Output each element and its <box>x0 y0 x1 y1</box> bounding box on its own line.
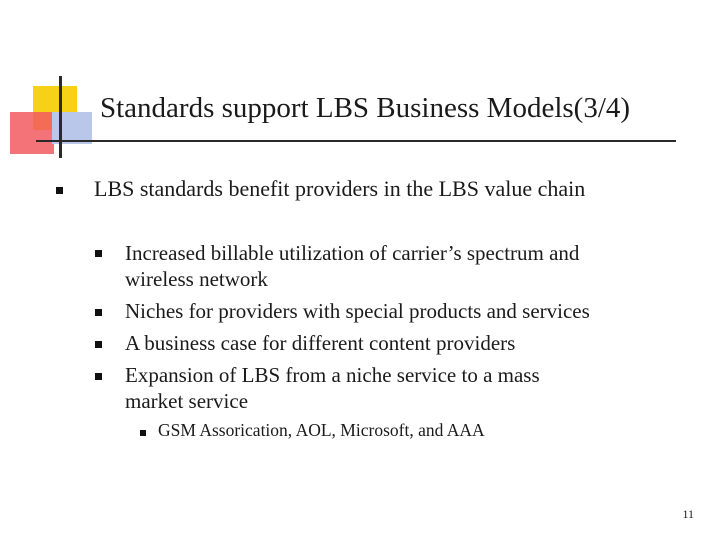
sub-bullet-3: A business case for different content providers <box>125 331 516 355</box>
sub-bullet-4-line-1: Expansion of LBS from a niche service to a mass <box>125 363 540 387</box>
title-logo-decoration <box>0 0 100 170</box>
sub-bullet-4 <box>125 362 540 414</box>
sub-bullet-1-line-2: wireless network <box>125 267 268 291</box>
bullet-square-icon <box>95 373 102 380</box>
bullet-square-icon <box>56 187 63 194</box>
slide-title: Standards support LBS Business Models(3/4) <box>100 92 631 124</box>
title-underline <box>36 140 676 142</box>
sub-sub-bullet-text: GSM Assorication, AOL, Microsoft, and AAA <box>158 420 485 440</box>
bullet-square-icon <box>140 430 146 436</box>
sub-bullet-2: Niches for providers with special products and services <box>125 299 590 323</box>
main-bullet-text: LBS standards benefit providers in the LBS value chain <box>94 176 586 201</box>
vertical-line-decoration <box>59 76 62 158</box>
sub-bullet-1 <box>125 240 579 292</box>
bullet-square-icon <box>95 309 102 316</box>
page-number: 11 <box>682 507 694 521</box>
sub-bullet-4-line-2: market service <box>125 389 249 413</box>
red-square-decoration <box>10 112 54 154</box>
bullet-square-icon <box>95 341 102 348</box>
sub-bullet-1-line-1: Increased billable utilization of carrier’s spectrum and <box>125 241 580 265</box>
bullet-square-icon <box>95 250 102 257</box>
